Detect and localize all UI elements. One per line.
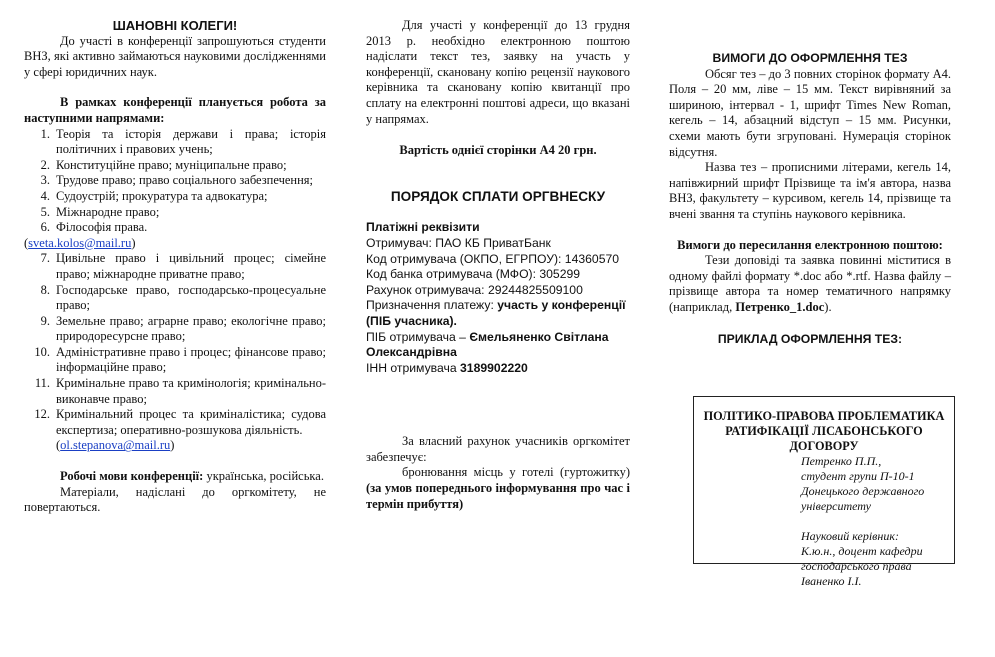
example-box bbox=[693, 396, 955, 588]
direction-item bbox=[24, 283, 326, 314]
recipient-line: Отримувач: ПАО КБ ПриватБанк bbox=[366, 235, 551, 250]
purpose-label: Призначення платежу: bbox=[366, 298, 498, 313]
example-author-line: університету bbox=[801, 499, 872, 513]
greeting-heading: ШАНОВНІ КОЛЕГИ! bbox=[112, 18, 238, 33]
direction-item bbox=[24, 314, 326, 345]
booking-text: бронювання місць у готелі (гуртожитку) bbox=[402, 465, 630, 480]
recipient-name-value: Ємельяненко Світлана Олександрівна bbox=[366, 329, 609, 360]
direction-item bbox=[24, 251, 326, 282]
column-middle bbox=[366, 18, 630, 512]
direction-number: 1. bbox=[40, 126, 50, 141]
inn-label: ІНН отримувача bbox=[366, 360, 461, 375]
email-link-1[interactable]: sveta.kolos@mail.ru bbox=[28, 235, 132, 250]
inn-line bbox=[366, 361, 630, 377]
account-line: Рахунок отримувача: 29244825509100 bbox=[366, 282, 583, 297]
email-line-2: (ol.stepanova@mail.ru) bbox=[56, 438, 175, 453]
price-line: Вартість однієї сторінки А4 20 грн. bbox=[399, 143, 597, 158]
directions-list-a bbox=[24, 127, 326, 236]
recipient-name-label: ПІБ отримувача – bbox=[366, 329, 470, 344]
file-example: Петренко_1.doc bbox=[735, 299, 825, 314]
direction-number: 6. bbox=[40, 220, 50, 235]
direction-text: Земельне право; аграрне право; екологічне право; природоресурсне право; bbox=[56, 313, 326, 344]
payment-details bbox=[366, 220, 630, 376]
example-author-block bbox=[694, 454, 954, 514]
direction-item bbox=[24, 173, 326, 189]
direction-text: Теорія та історія держави і права; історія політичних і правових учень; bbox=[56, 126, 326, 157]
direction-number: 11. bbox=[34, 376, 50, 391]
email-line-1: (sveta.kolos@mail.ru) bbox=[24, 235, 136, 250]
direction-number: 5. bbox=[40, 204, 50, 219]
direction-text: Цивільне право і цивільний процес; сімейне право; міжнародне приватне право; bbox=[56, 251, 326, 281]
example-heading: ПРИКЛАД ОФОРМЛЕННЯ ТЕЗ: bbox=[717, 331, 903, 346]
direction-item bbox=[24, 205, 326, 221]
title-rules-paragraph: Назва тез – прописними літерами, кегель 14, напівжирний шрифт Прізвище та ім'я автора, назва ВНЗ, факультету – курсивом, кегель 14, прізвище та вчені звання та ступінь наукового керівника. bbox=[669, 160, 951, 221]
direction-item bbox=[24, 158, 326, 174]
file-rules-paragraph bbox=[669, 253, 951, 315]
organizer-paragraph: За власний рахунок учасників оргкомітет забезпечує: bbox=[366, 434, 630, 464]
direction-text: Адміністративне право і процес; фінансове право; інформаційне право; bbox=[56, 344, 326, 375]
direction-item bbox=[24, 407, 326, 438]
direction-text: Судоустрій; прокуратура та адвокатура; bbox=[56, 188, 268, 203]
direction-text: Господарське право, господарсько-процесуальне право; bbox=[56, 282, 326, 313]
purpose-line bbox=[366, 298, 630, 329]
file-rules-end: ). bbox=[824, 299, 832, 314]
example-supervisor-line: Науковий керівник: bbox=[801, 529, 899, 543]
direction-text: Трудове право; право соціального забезпечення; bbox=[56, 173, 314, 188]
email-link-2[interactable]: ol.stepanova@mail.ru bbox=[60, 438, 171, 453]
direction-item bbox=[24, 376, 326, 407]
purpose-value: участь у конференції (ПІБ учасника). bbox=[366, 298, 626, 328]
example-author-line: студент групи П-10-1 bbox=[801, 469, 915, 483]
example-supervisor-block bbox=[694, 529, 954, 589]
inn-value: 3189902220 bbox=[460, 360, 528, 375]
directions-heading: В рамках конференції планується робота за наступними напрямами: bbox=[24, 95, 326, 125]
mfo-line: Код банка отримувача (МФО): 305299 bbox=[366, 267, 581, 282]
direction-text: Конституційне право; муніципальне право; bbox=[56, 157, 287, 172]
languages-paragraph bbox=[24, 469, 326, 485]
direction-number: 12. bbox=[34, 407, 50, 422]
submission-paragraph: Для участі у конференції до 13 грудня 2013 р. необхідно електронною поштою надіслати текст тез, заявку на участь у конференції, скановану копію рецензії наукового керівника та скановану копію квитанції про сплату на електронні поштові адреси, що вказані у напрямах. bbox=[366, 18, 630, 126]
direction-text: Кримінальний процес та криміналістика; судова експертиза; оперативно-розшукова діяльність. bbox=[56, 407, 326, 437]
recipient-name-line bbox=[366, 330, 630, 361]
direction-item bbox=[24, 345, 326, 376]
direction-number: 3. bbox=[40, 173, 50, 188]
direction-number: 9. bbox=[40, 313, 50, 328]
direction-number: 4. bbox=[40, 188, 50, 203]
format-paragraph: Обсяг тез – до 3 повних сторінок формату А4. Поля – 20 мм, ліве – 15 мм. Текст вирівняний за шириною, інтервал - 1, шрифт Times New Roman, кегель – 14, абзацний відступ – 15 мм. Рисунки, схеми мають бути згруповані. Нумерація сторінок відсутня. bbox=[669, 66, 951, 159]
example-author-line: Донецького державного bbox=[801, 484, 925, 498]
okpo-line: Код отримувача (ОКПО, ЕГРПОУ): 14360570 bbox=[366, 251, 620, 266]
column-left bbox=[24, 18, 326, 516]
intro-paragraph: До участі в конференції запрошуються студенти ВНЗ, які активно займаються науковими дослідженнями у сфері юридичних наук. bbox=[24, 33, 326, 79]
direction-item bbox=[24, 189, 326, 205]
example-supervisor-line: К.ю.н., доцент кафедри bbox=[801, 544, 923, 558]
direction-item bbox=[24, 127, 326, 158]
payment-heading: ПОРЯДОК СПЛАТИ ОРГВНЕСКУ bbox=[390, 188, 606, 204]
requirements-heading: ВИМОГИ ДО ОФОРМЛЕННЯ ТЕЗ bbox=[712, 51, 908, 65]
direction-number: 8. bbox=[40, 282, 50, 297]
booking-paragraph bbox=[366, 465, 630, 512]
direction-text: Міжнародне право; bbox=[56, 204, 160, 219]
example-author-line: Петренко П.П., bbox=[801, 454, 882, 468]
languages-label: Робочі мови конференції: bbox=[60, 469, 204, 484]
direction-number: 10. bbox=[34, 344, 50, 359]
direction-number: 2. bbox=[40, 157, 50, 172]
direction-text: Кримінальне право та кримінологія; кримінально-виконавче право; bbox=[56, 376, 326, 406]
directions-list-b bbox=[24, 251, 326, 438]
booking-condition: (за умов попереднього інформування про час і термін прибуття) bbox=[366, 481, 630, 511]
direction-text: Філософія права. bbox=[56, 220, 148, 235]
direction-item bbox=[24, 220, 326, 236]
example-title: ПОЛІТИКО-ПРАВОВА ПРОБЛЕМАТИКА РАТИФІКАЦІЇ ЛІСАБОНСЬКОГО ДОГОВОРУ bbox=[703, 409, 945, 453]
materials-note: Матеріали, надіслані до оргкомітету, не повертаються. bbox=[24, 484, 326, 515]
example-supervisor-line: господарського права bbox=[801, 559, 912, 573]
requisites-label: Платіжні реквізити bbox=[366, 220, 480, 235]
email-requirements-heading: Вимоги до пересилання електронною поштою: bbox=[677, 237, 943, 252]
file-rules-text: Тези доповіді та заявка повинні міститися в одному файлі формату *.doc або *.rtf. Назва файлу – прізвище автора та номер тематичного напрямку (наприклад, bbox=[669, 253, 951, 314]
example-supervisor-line: Іваненко І.І. bbox=[801, 574, 862, 588]
direction-number: 7. bbox=[40, 251, 50, 266]
languages-value: українська, російська. bbox=[206, 469, 324, 484]
column-right bbox=[669, 18, 951, 347]
